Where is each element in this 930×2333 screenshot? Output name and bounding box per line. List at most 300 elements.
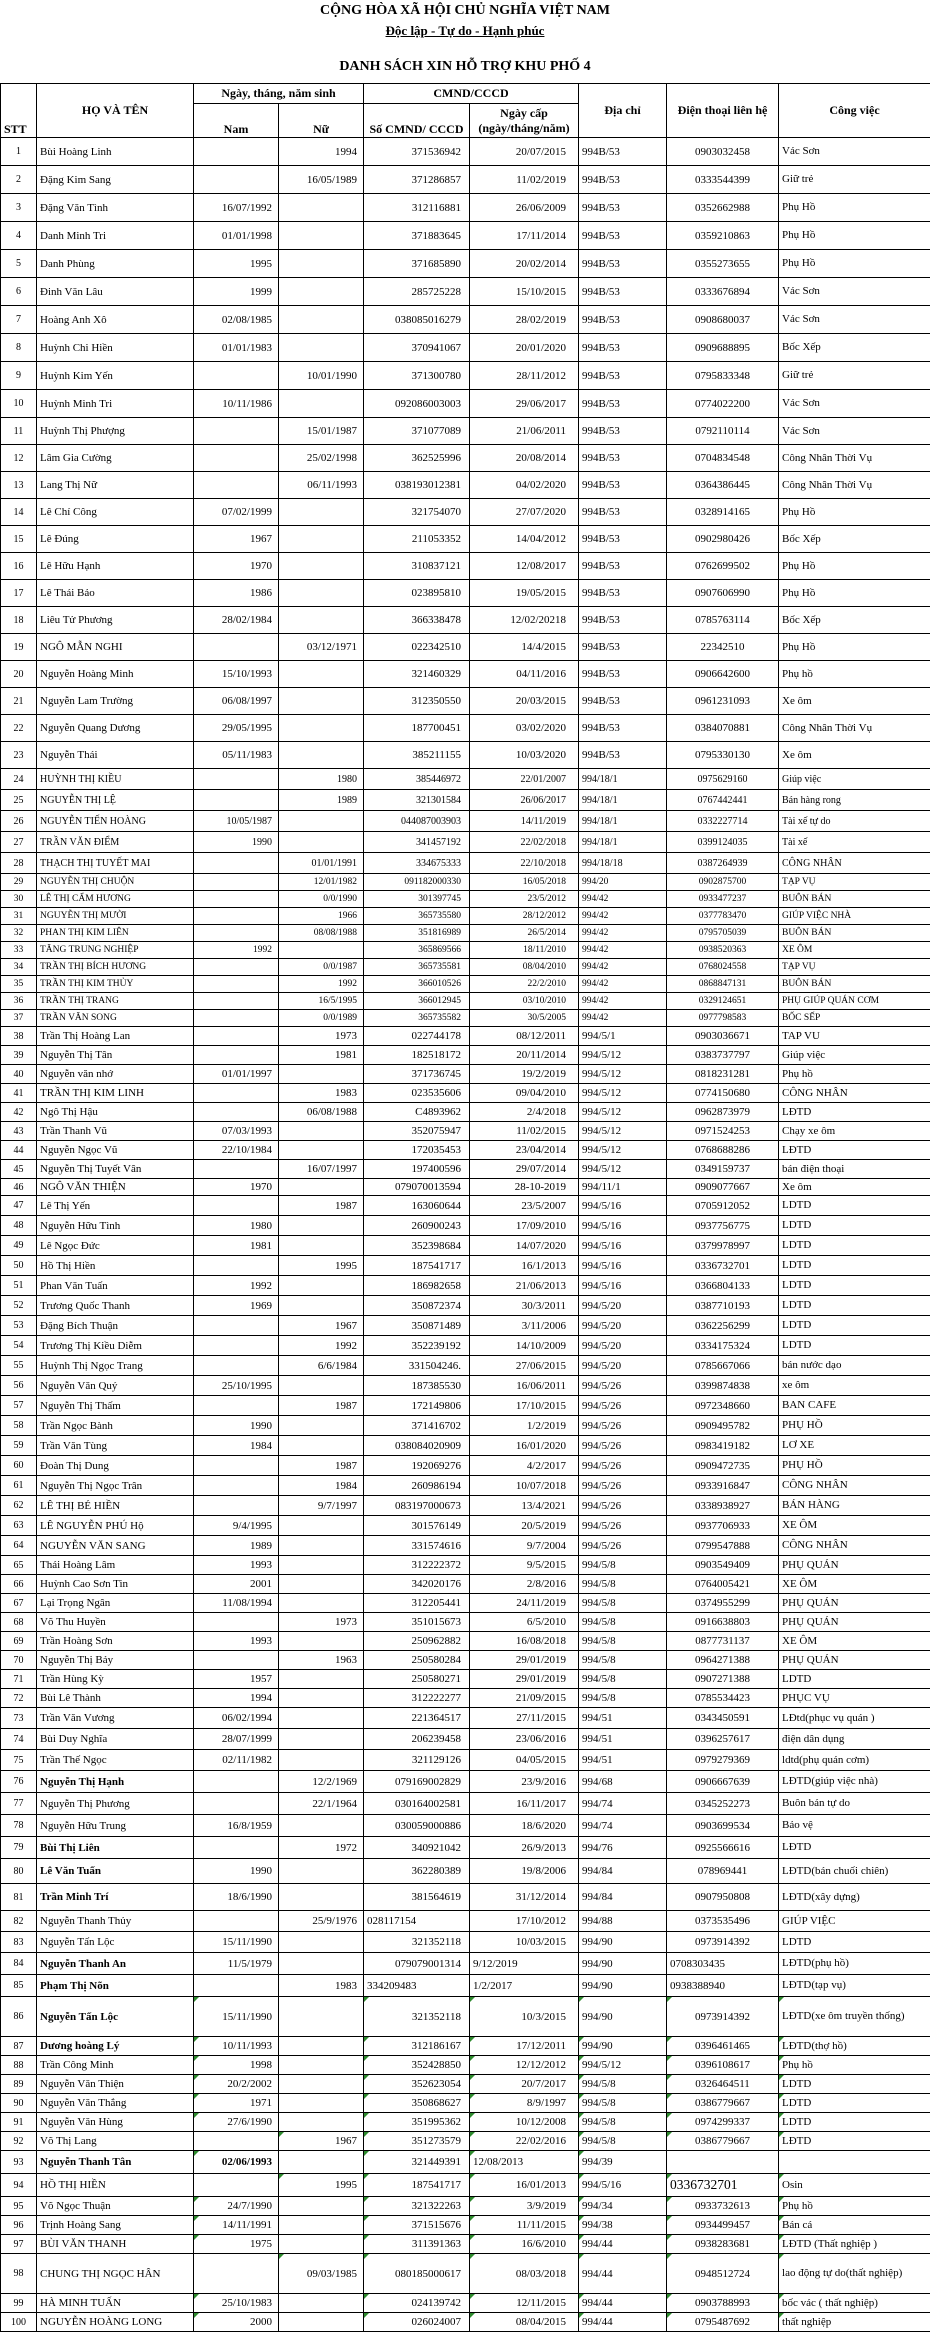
cell-diachi: 994B/53: [579, 222, 667, 250]
cell-name: NGÔ MẪN NGHI: [37, 634, 194, 661]
cell-diachi: 994/5/26: [579, 1416, 667, 1436]
table-row: [1, 222, 930, 250]
cell-name: Trương Quốc Thanh: [37, 1296, 194, 1316]
table-row: [1, 194, 930, 222]
cell-job: Vác Sơn: [779, 390, 930, 418]
table-row: [1, 1456, 930, 1476]
cell-cmnd: 351816989: [364, 925, 470, 942]
cell-job: Phụ Hồ: [779, 222, 930, 250]
cell-diachi: 994/42: [579, 993, 667, 1010]
cell-nam: [194, 976, 279, 993]
cell-ngay: 4/2/2017: [470, 1456, 579, 1476]
cell-phone: 0387264939: [667, 853, 779, 874]
cell-nu: [279, 1296, 364, 1316]
cell-diachi: 994/5/26: [579, 1476, 667, 1496]
cell-cmnd: 366012945: [364, 993, 470, 1010]
cell-diachi: 994/18/1: [579, 769, 667, 790]
cell-job: CÔNG NHÂN: [779, 1476, 930, 1496]
cell-cmnd: 250962882: [364, 1632, 470, 1651]
cell-ngay: 22/02/2016: [470, 2132, 579, 2151]
table-row: [1, 1997, 930, 2037]
cell-phone: 0768024558: [667, 959, 779, 976]
cell-stt: 32: [1, 925, 37, 942]
cell-diachi: 994B/53: [579, 634, 667, 661]
cell-cmnd: 211053352: [364, 526, 470, 553]
cell-phone: 0937706933: [667, 1516, 779, 1536]
cell-name: Hoàng Anh Xô: [37, 306, 194, 334]
cell-nu: [279, 1932, 364, 1953]
cell-stt: 71: [1, 1670, 37, 1689]
cell-nam: 11/08/1994: [194, 1594, 279, 1613]
cell-cmnd: 334675333: [364, 853, 470, 874]
cell-name: Lại Trọng Ngân: [37, 1594, 194, 1613]
cell-job: TẠP VỤ: [779, 959, 930, 976]
cell-nam: 15/11/1990: [194, 1997, 279, 2037]
cell-phone: 0909495782: [667, 1416, 779, 1436]
cell-diachi: 994B/53: [579, 166, 667, 194]
cell-nu: 1966: [279, 908, 364, 925]
cell-stt: 72: [1, 1689, 37, 1708]
table-row: [1, 2254, 930, 2294]
cell-stt: 56: [1, 1376, 37, 1396]
cell-cmnd: 038085016279: [364, 306, 470, 334]
cell-flag-triangle-icon: [470, 2294, 475, 2299]
cell-cmnd: 334209483: [364, 1975, 470, 1997]
cell-job: GIÚP VIỆC: [779, 1911, 930, 1932]
table-row: [1, 1932, 930, 1953]
cell-phone: 0961231093: [667, 688, 779, 715]
table-row: [1, 2037, 930, 2056]
cell-nam: [194, 634, 279, 661]
cell-cmnd: 321301584: [364, 790, 470, 811]
cell-cmnd: 187541717: [364, 2174, 470, 2197]
cell-job: LĐTD: [779, 1141, 930, 1160]
cell-name: Đoàn Thị Dung: [37, 1456, 194, 1476]
cell-nam: 22/10/1984: [194, 1141, 279, 1160]
cell-ngay: 9/7/2004: [470, 1536, 579, 1556]
cell-nam: [194, 1975, 279, 1997]
cell-stt: 52: [1, 1296, 37, 1316]
cell-phone: 0877731137: [667, 1632, 779, 1651]
cell-job: Giúp việc: [779, 1046, 930, 1065]
cell-diachi: 994B/53: [579, 390, 667, 418]
cell-stt: 45: [1, 1160, 37, 1179]
cell-flag-triangle-icon: [364, 2294, 369, 2299]
cell-nam: [194, 166, 279, 194]
cell-phone: 0903549409: [667, 1556, 779, 1575]
cell-cmnd: 331504246.: [364, 1356, 470, 1376]
cell-cmnd: 381564619: [364, 1884, 470, 1911]
cell-name: Nguyễn Thị Ngọc Trân: [37, 1476, 194, 1496]
table-row: [1, 1556, 930, 1575]
cell-diachi: 994/68: [579, 1771, 667, 1793]
cell-flag-triangle-icon: [364, 2216, 369, 2221]
cell-nu: [279, 1859, 364, 1884]
cell-ngay: 08/04/2015: [470, 2313, 579, 2332]
cell-name: LÊ THỊ CẨM HƯƠNG: [37, 891, 194, 908]
cell-ngay: 23/06/2016: [470, 1729, 579, 1750]
cell-nu: 1987: [279, 1456, 364, 1476]
cell-diachi: 994/5/26: [579, 1436, 667, 1456]
cell-nu: [279, 2075, 364, 2094]
cell-diachi: 994/5/16: [579, 2174, 667, 2197]
cell-phone: 0705912052: [667, 1196, 779, 1216]
cell-phone: 0345252273: [667, 1793, 779, 1815]
cell-name: Trần Văn Vương: [37, 1708, 194, 1729]
cell-stt: 67: [1, 1594, 37, 1613]
table-row: [1, 2174, 930, 2197]
cell-cmnd: 350872374: [364, 1296, 470, 1316]
cell-name: Nguyễn văn nhớ: [37, 1065, 194, 1084]
cell-diachi: 994/38: [579, 2216, 667, 2235]
cell-nam: 28/07/1999: [194, 1729, 279, 1750]
cell-cmnd: 350868627: [364, 2094, 470, 2113]
table-row: [1, 2094, 930, 2113]
cell-stt: 8: [1, 334, 37, 362]
cell-phone: 0938283681: [667, 2235, 779, 2254]
cell-nu: [279, 1575, 364, 1594]
cell-cmnd: 301576149: [364, 1516, 470, 1536]
table-row: [1, 166, 930, 194]
cell-stt: 85: [1, 1975, 37, 1997]
table-row: [1, 1316, 930, 1336]
cell-name: CHUNG THỊ NGỌC HÂN: [37, 2254, 194, 2294]
cell-flag-triangle-icon: [667, 2132, 672, 2137]
col-header-cmnd-group: CMND/CCCD: [364, 84, 579, 104]
cell-name: Dương hoàng Lý: [37, 2037, 194, 2056]
cell-nam: [194, 1837, 279, 1859]
cell-name: Nguyễn Lam Trường: [37, 688, 194, 715]
cell-nu: [279, 1729, 364, 1750]
cell-nu: [279, 580, 364, 607]
table-row: [1, 1336, 930, 1356]
cell-phone: 0328914165: [667, 499, 779, 526]
cell-stt: 54: [1, 1336, 37, 1356]
cell-diachi: 994/5/8: [579, 2132, 667, 2151]
cell-flag-triangle-icon: [579, 2254, 584, 2259]
cell-nu: [279, 2197, 364, 2216]
cell-name: Nguyễn Thị Tân: [37, 1046, 194, 1065]
cell-job: BÁN HÀNG: [779, 1496, 930, 1516]
cell-diachi: 994/44: [579, 2235, 667, 2254]
cell-phone: 0799547888: [667, 1536, 779, 1556]
cell-diachi: 994/5/12: [579, 1141, 667, 1160]
cell-diachi: 994B/53: [579, 194, 667, 222]
cell-cmnd: 206239458: [364, 1729, 470, 1750]
cell-stt: 25: [1, 790, 37, 811]
cell-cmnd: 311391363: [364, 2235, 470, 2254]
cell-nam: 1957: [194, 1670, 279, 1689]
cell-name: LÊ THỊ BÉ HIỀN: [37, 1496, 194, 1516]
cell-flag-triangle-icon: [194, 2235, 199, 2240]
table-row: [1, 278, 930, 306]
cell-diachi: 994/5/12: [579, 1046, 667, 1065]
cell-nam: 20/2/2002: [194, 2075, 279, 2094]
cell-nam: 10/11/1986: [194, 390, 279, 418]
cell-phone: 0818231281: [667, 1065, 779, 1084]
cell-nu: 06/11/1993: [279, 472, 364, 499]
cell-nam: [194, 138, 279, 166]
cell-diachi: 994/42: [579, 942, 667, 959]
cell-nu: 08/08/1988: [279, 925, 364, 942]
cell-nu: 06/08/1988: [279, 1103, 364, 1122]
cell-phone: 0972348660: [667, 1396, 779, 1416]
cell-nam: 1986: [194, 580, 279, 607]
cell-phone: 0795833348: [667, 362, 779, 390]
cell-job: PHỤ QUÁN: [779, 1613, 930, 1632]
cell-nam: 24/7/1990: [194, 2197, 279, 2216]
cell-nam: 1967: [194, 526, 279, 553]
cell-job: Phụ hồ: [779, 1065, 930, 1084]
cell-name: Võ Thu Huyền: [37, 1613, 194, 1632]
cell-nam: [194, 769, 279, 790]
cell-diachi: 994/5/8: [579, 2113, 667, 2132]
table-row: [1, 1750, 930, 1771]
cell-stt: 69: [1, 1632, 37, 1651]
cell-job: Tài xế tự do: [779, 811, 930, 832]
cell-flag-triangle-icon: [364, 2235, 369, 2240]
cell-cmnd: 023895810: [364, 580, 470, 607]
cell-phone: 0934499457: [667, 2216, 779, 2235]
cell-cmnd: 365735582: [364, 1010, 470, 1027]
cell-cmnd: 331574616: [364, 1536, 470, 1556]
cell-diachi: 994B/53: [579, 607, 667, 634]
cell-ngay: 22/10/2018: [470, 853, 579, 874]
cell-name: TRẦN VĂN SONG: [37, 1010, 194, 1027]
table-row: [1, 1771, 930, 1793]
cell-nam: 1969: [194, 1296, 279, 1316]
cell-cmnd: 250580271: [364, 1670, 470, 1689]
table-row: [1, 1256, 930, 1276]
table-row: [1, 1613, 930, 1632]
cell-name: Trần Văn Tùng: [37, 1436, 194, 1456]
cell-name: TĂNG TRUNG NGHIỆP: [37, 942, 194, 959]
cell-nu: [279, 1632, 364, 1651]
cell-nam: 01/01/1997: [194, 1065, 279, 1084]
cell-name: Nguyễn Văn Hùng: [37, 2113, 194, 2132]
cell-diachi: 994/5/16: [579, 1196, 667, 1216]
cell-ngay: 12/11/2015: [470, 2294, 579, 2313]
cell-phone: 0975629160: [667, 769, 779, 790]
cell-nu: [279, 2216, 364, 2235]
cell-stt: 13: [1, 472, 37, 499]
cell-cmnd: 371736745: [364, 1065, 470, 1084]
cell-phone: 0903036671: [667, 1027, 779, 1046]
cell-diachi: 994/90: [579, 1975, 667, 1997]
cell-nam: 1971: [194, 2094, 279, 2113]
cell-flag-triangle-icon: [779, 2113, 784, 2118]
table-row: [1, 976, 930, 993]
cell-stt: 86: [1, 1997, 37, 2037]
cell-nu: [279, 1884, 364, 1911]
cell-ngay: 17/10/2015: [470, 1396, 579, 1416]
cell-job: TẠP VỤ: [779, 874, 930, 891]
cell-stt: 51: [1, 1276, 37, 1296]
cell-nu: [279, 1670, 364, 1689]
cell-phone: 0909688895: [667, 334, 779, 362]
table-row: [1, 959, 930, 976]
cell-flag-triangle-icon: [364, 2132, 369, 2137]
table-row: [1, 1216, 930, 1236]
cell-diachi: 994/5/20: [579, 1316, 667, 1336]
cell-cmnd: 365869566: [364, 942, 470, 959]
cell-ngay: 20/03/2015: [470, 688, 579, 715]
cell-nu: 1981: [279, 1046, 364, 1065]
cell-job: BUÔN BÁN: [779, 925, 930, 942]
table-row: [1, 1103, 930, 1122]
table-row: [1, 1122, 930, 1141]
cell-ngay: 22/2/2010: [470, 976, 579, 993]
cell-job: LĐTD(xe ôm truyền thống): [779, 1997, 930, 2037]
cell-nu: [279, 2151, 364, 2174]
cell-job: LĐTD (Thất nghiệp ): [779, 2235, 930, 2254]
cell-nam: 06/02/1994: [194, 1708, 279, 1729]
cell-phone: 0399874838: [667, 1376, 779, 1396]
cell-nam: [194, 891, 279, 908]
cell-diachi: 994/42: [579, 959, 667, 976]
table-row: [1, 2132, 930, 2151]
cell-ngay: 04/11/2016: [470, 661, 579, 688]
cell-name: Lê Thái Bảo: [37, 580, 194, 607]
cell-name: Danh Phùng: [37, 250, 194, 278]
cell-ngay: 04/02/2020: [470, 472, 579, 499]
cell-ngay: 21/06/2011: [470, 418, 579, 445]
cell-job: Vác Sơn: [779, 278, 930, 306]
cell-stt: 23: [1, 742, 37, 769]
table-row: [1, 1689, 930, 1708]
cell-diachi: 994/42: [579, 891, 667, 908]
cell-ngay: 3/9/2019: [470, 2197, 579, 2216]
cell-phone: 0974299337: [667, 2113, 779, 2132]
cell-ngay: 10/03/2020: [470, 742, 579, 769]
cell-diachi: 994B/53: [579, 499, 667, 526]
cell-ngay: 9/5/2015: [470, 1556, 579, 1575]
cell-cmnd: 024139742: [364, 2294, 470, 2313]
cell-phone: 0332227714: [667, 811, 779, 832]
cell-cmnd: 362280389: [364, 1859, 470, 1884]
cell-flag-triangle-icon: [667, 2294, 672, 2299]
cell-job: Phụ Hồ: [779, 194, 930, 222]
cell-nu: 1967: [279, 2132, 364, 2151]
table-row: [1, 1975, 930, 1997]
table-row: [1, 1436, 930, 1456]
cell-job: Bốc Xếp: [779, 607, 930, 634]
cell-name: Nguyễn Tấn Lộc: [37, 1932, 194, 1953]
cell-nu: 1973: [279, 1613, 364, 1632]
cell-stt: 10: [1, 390, 37, 418]
cell-flag-triangle-icon: [470, 2151, 475, 2156]
cell-diachi: 994B/53: [579, 362, 667, 390]
cell-flag-triangle-icon: [470, 2094, 475, 2099]
cell-nu: [279, 715, 364, 742]
cell-phone: 0785534423: [667, 1689, 779, 1708]
cell-nu: 1992: [279, 1336, 364, 1356]
cell-name: Lê Hữu Hạnh: [37, 553, 194, 580]
cell-job: Tài xế: [779, 832, 930, 853]
cell-diachi: 994/5/8: [579, 1613, 667, 1632]
cell-name: Trần Hùng Kỳ: [37, 1670, 194, 1689]
cell-diachi: 994/42: [579, 1010, 667, 1027]
cell-ngay: 8/9/1997: [470, 2094, 579, 2113]
cell-nu: 1980: [279, 769, 364, 790]
cell-ngay: 23/9/2016: [470, 1771, 579, 1793]
cell-nam: 1989: [194, 1536, 279, 1556]
table-row: [1, 1884, 930, 1911]
table-row: [1, 2235, 930, 2254]
cell-nu: [279, 1750, 364, 1771]
cell-nu: [279, 688, 364, 715]
cell-nu: 12/2/1969: [279, 1771, 364, 1793]
cell-flag-triangle-icon: [364, 2037, 369, 2042]
cell-phone: 0704834548: [667, 445, 779, 472]
cell-name: Nguyễn Thanh Tân: [37, 2151, 194, 2174]
cell-cmnd: 352075947: [364, 1122, 470, 1141]
cell-job: lao động tự do(thất nghiệp): [779, 2254, 930, 2294]
cell-name: Lê Thị Yến: [37, 1196, 194, 1216]
cell-flag-triangle-icon: [364, 2313, 369, 2318]
cell-nam: [194, 1613, 279, 1632]
cell-cmnd: 022744178: [364, 1027, 470, 1046]
cell-stt: 91: [1, 2113, 37, 2132]
cell-nu: 16/07/1997: [279, 1160, 364, 1179]
cell-flag-triangle-icon: [194, 2197, 199, 2202]
cell-nam: 01/01/1983: [194, 334, 279, 362]
cell-phone: 0329124651: [667, 993, 779, 1010]
cell-nu: 1987: [279, 1196, 364, 1216]
cell-name: Nguyễn Quang Dương: [37, 715, 194, 742]
cell-diachi: 994/5/8: [579, 2094, 667, 2113]
cell-name: Trần Thế Ngọc: [37, 1750, 194, 1771]
cell-flag-triangle-icon: [470, 1997, 475, 2002]
cell-phone: 0768688286: [667, 1141, 779, 1160]
cell-flag-triangle-icon: [364, 2075, 369, 2080]
cell-name: BÙI VĂN THANH: [37, 2235, 194, 2254]
cell-ngay: 08/03/2018: [470, 2254, 579, 2294]
cell-phone: 0333544399: [667, 166, 779, 194]
cell-cmnd: 044087003903: [364, 811, 470, 832]
cell-nam: [194, 908, 279, 925]
cell-cmnd: 092086003003: [364, 390, 470, 418]
col-header-phone: Điện thoại liên hệ: [667, 84, 779, 138]
cell-name: Nguyễn Thị Bảy: [37, 1651, 194, 1670]
cell-stt: 84: [1, 1953, 37, 1975]
table-row: [1, 1416, 930, 1436]
cell-nam: [194, 1027, 279, 1046]
cell-cmnd: 079079001314: [364, 1953, 470, 1975]
cell-nam: 25/10/1983: [194, 2294, 279, 2313]
cell-job: LDTD: [779, 2113, 930, 2132]
col-header-cmnd-number: Số CMND/ CCCD: [364, 104, 470, 138]
cell-ngay: 08/04/2010: [470, 959, 579, 976]
cell-flag-triangle-icon: [779, 2254, 784, 2259]
cell-ngay: 26/06/2009: [470, 194, 579, 222]
cell-diachi: 994/5/8: [579, 1575, 667, 1594]
cell-ngay: 21/06/2013: [470, 1276, 579, 1296]
cell-job: Bảo vệ: [779, 1815, 930, 1837]
cell-job: Phụ Hồ: [779, 580, 930, 607]
cell-flag-triangle-icon: [779, 2037, 784, 2042]
cell-ngay: 29/01/2019: [470, 1651, 579, 1670]
cell-stt: 65: [1, 1556, 37, 1575]
cell-nam: 1994: [194, 1689, 279, 1708]
cell-name: Nguyễn Thị Hạnh: [37, 1771, 194, 1793]
cell-stt: 47: [1, 1196, 37, 1216]
cell-job: LDTD: [779, 1296, 930, 1316]
cell-cmnd: 083197000673: [364, 1496, 470, 1516]
cell-job: điện dân dụng: [779, 1729, 930, 1750]
cell-cmnd: 312205441: [364, 1594, 470, 1613]
cell-flag-triangle-icon: [667, 2094, 672, 2099]
